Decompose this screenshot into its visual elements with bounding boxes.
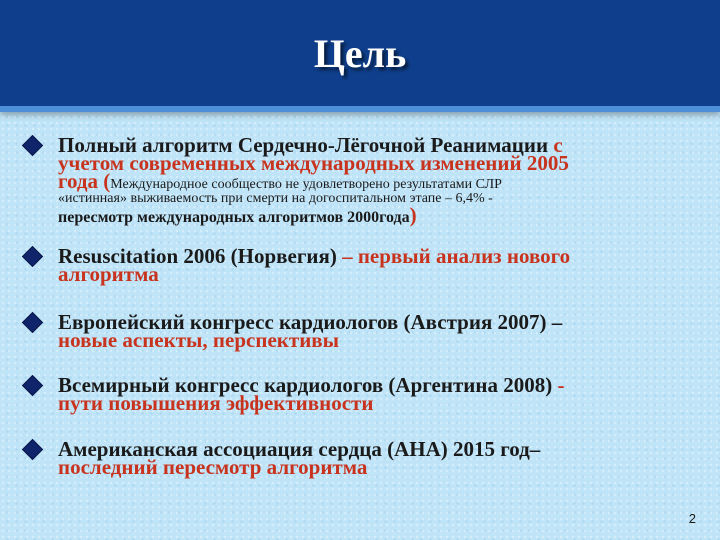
bullet-item-5: Американская ассоциация сердца (АНА) 2015 год– последний пересмотр алгоритма [58, 440, 698, 476]
diamond-bullet-icon [22, 135, 43, 156]
page-number: 2 [688, 511, 696, 526]
diamond-bullet-icon [22, 312, 43, 333]
bullet-item-2: Resuscitation 2006 (Норвегия) – первый анализ нового алгоритма [58, 247, 698, 283]
slide-title: Цель [313, 31, 407, 76]
bullet-1-line-1: Полный алгоритм Сердечно-Лёгочной Реанимации с [58, 133, 563, 157]
bullet-1-line-5: пересмотр международных алгоритмов 2000года) [58, 203, 417, 227]
title-bar [0, 0, 720, 112]
bullet-item-1 [58, 133, 698, 227]
bullet-1-line-2: учетом современных международных изменений 2005 [58, 151, 569, 175]
bullet-1-line-3: года (Международное сообщество не удовлетворено результатами СЛР [58, 169, 502, 193]
bullet-item-4: Всемирный конгресс кардиологов (Аргентина 2008) - пути повышения эффективности [58, 376, 698, 412]
bullet-item-3: Европейский конгресс кардиологов (Австрия 2007) – новые аспекты, перспективы [58, 313, 698, 349]
diamond-bullet-icon [22, 375, 43, 396]
diamond-bullet-icon [22, 246, 43, 267]
bullet-1-line-4: «истинная» выживаемость при смерти на догоспитальном этапе – 6,4% - [58, 191, 493, 206]
diamond-bullet-icon [22, 439, 43, 460]
